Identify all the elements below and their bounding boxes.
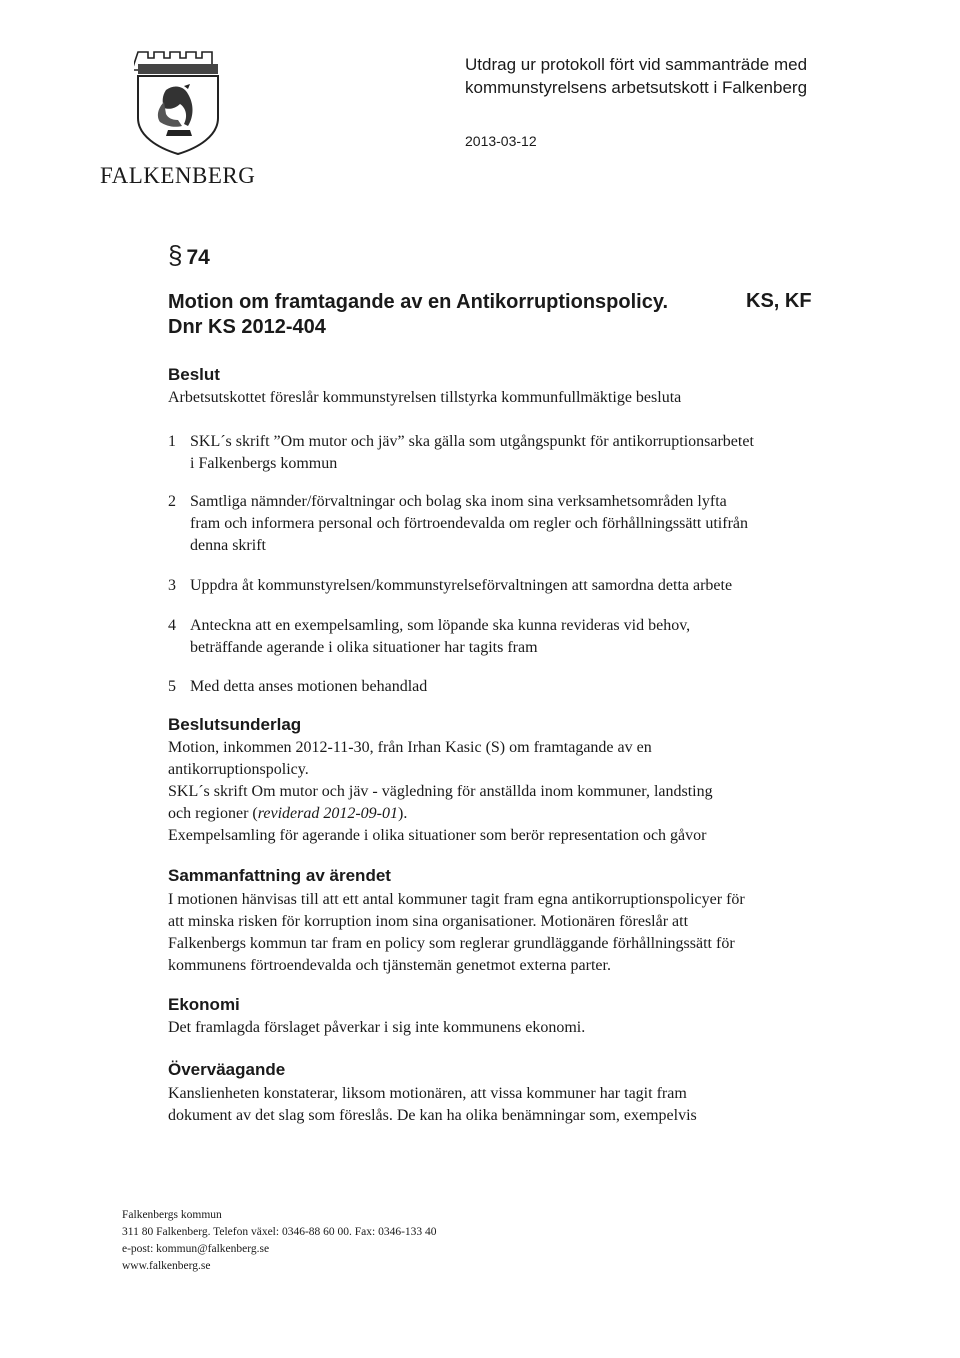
logo-wordmark: FALKENBERG — [100, 163, 256, 188]
underlag-line: Motion, inkommen 2012-11-30, från Irhan Kasic (S) om framtagande av en — [168, 739, 652, 756]
decision-item-number: 4 — [168, 617, 176, 634]
header-title-line: kommunstyrelsens arbetsutskott i Falkenberg — [465, 78, 808, 97]
decision-item-line: Uppdra åt kommunstyrelsen/kommunstyrelseförvaltningen att samordna detta arbete — [190, 577, 733, 594]
overvagande-body — [168, 1083, 848, 1127]
underlag-line-suffix: ). — [398, 805, 408, 822]
decision-item-number: 3 — [168, 577, 176, 594]
document-header-title — [465, 53, 807, 99]
section-sign: § — [168, 240, 183, 270]
decision-item-line: Samtliga nämnder/förvaltningar och bolag ska inom sina verksamhetsområden lyfta — [190, 493, 727, 510]
motion-reference: KS, KF — [746, 290, 812, 312]
decision-item-line: beträffande agerande i olika situationer har tagits fram — [190, 639, 538, 656]
meeting-date: 2013-03-12 — [465, 133, 537, 149]
underlag-line: Exempelsamling för agerande i olika situationer som berör representation och gåvor — [168, 827, 707, 844]
section-number — [168, 240, 210, 271]
beslut-heading: Beslut — [168, 365, 220, 384]
decision-item-number: 5 — [168, 678, 176, 695]
ekonomi-heading: Ekonomi — [168, 995, 240, 1014]
ekonomi-body: Det framlagda förslaget påverkar i sig inte kommunens ekonomi. — [168, 1019, 586, 1036]
decision-item-line: SKL´s skrift ”Om mutor och jäv” ska gälla som utgångspunkt för antikorruptionsarbetet — [190, 433, 754, 450]
footer-org: Falkenbergs kommun — [122, 1209, 222, 1221]
header-title-line: Utdrag ur protokoll fört vid sammanträde med — [465, 55, 808, 74]
motion-title: Motion om framtagande av en Antikorruptionspolicy. — [168, 291, 669, 313]
decision-item-line: i Falkenbergs kommun — [190, 455, 338, 472]
coat-of-arms-logo — [134, 46, 224, 156]
decision-item-line: fram och informera personal och förtroendevalda om regler och förhållningssätt utifrån — [190, 515, 749, 532]
beslutsunderlag-body — [168, 737, 848, 847]
underlag-line: antikorruptionspolicy. — [168, 761, 309, 778]
decision-item-line: denna skrift — [190, 537, 266, 554]
summary-line: I motionen hänvisas till att ett antal kommuner tagit fram egna antikorruptionspolicyer för — [168, 891, 745, 908]
footer-address: 311 80 Falkenberg. Telefon växel: 0346-88 60 00. Fax: 0346-133 40 — [122, 1226, 437, 1238]
beslutsunderlag-heading: Beslutsunderlag — [168, 715, 302, 734]
overvagande-heading: Överväagande — [168, 1060, 286, 1079]
summary-line: Falkenbergs kommun tar fram en policy som reglerar grundläggande förhållningssätt för — [168, 935, 735, 952]
overvagande-line: dokument av det slag som föreslås. De kan ha olika benämningar som, exempelvis — [168, 1107, 697, 1124]
footer-web: www.falkenberg.se — [122, 1260, 211, 1272]
section-number-value: 74 — [186, 246, 210, 269]
summary-line: att minska risken för korruption inom sina organisationer. Motionären föreslår att — [168, 913, 689, 930]
document-footer — [122, 1207, 437, 1275]
underlag-revision-date: reviderad 2012-09-01 — [257, 805, 398, 822]
motion-dnr: Dnr KS 2012-404 — [168, 316, 326, 338]
sammanfattning-heading: Sammanfattning av ärendet — [168, 866, 391, 885]
decision-item-line: Med detta anses motionen behandlad — [190, 678, 428, 695]
footer-email: e-post: kommun@falkenberg.se — [122, 1243, 270, 1255]
underlag-line: SKL´s skrift Om mutor och jäv - vägledning för anställda inom kommuner, landsting — [168, 783, 713, 800]
beslut-intro: Arbetsutskottet föreslår kommunstyrelsen tillstyrka kommunfullmäktige besluta — [168, 389, 682, 406]
summary-line: kommunens förtroendevalda och tjänstemän genetmot externa parter. — [168, 957, 611, 974]
sammanfattning-body — [168, 889, 848, 977]
decision-item-line: Anteckna att en exempelsamling, som löpande ska kunna revideras vid behov, — [190, 617, 691, 634]
underlag-line — [168, 803, 848, 825]
decision-item-number: 1 — [168, 433, 176, 450]
decision-item-number: 2 — [168, 493, 176, 510]
overvagande-line: Kanslienheten konstaterar, liksom motionären, att vissa kommuner har tagit fram — [168, 1085, 687, 1102]
underlag-line-prefix: och regioner ( — [168, 805, 258, 822]
